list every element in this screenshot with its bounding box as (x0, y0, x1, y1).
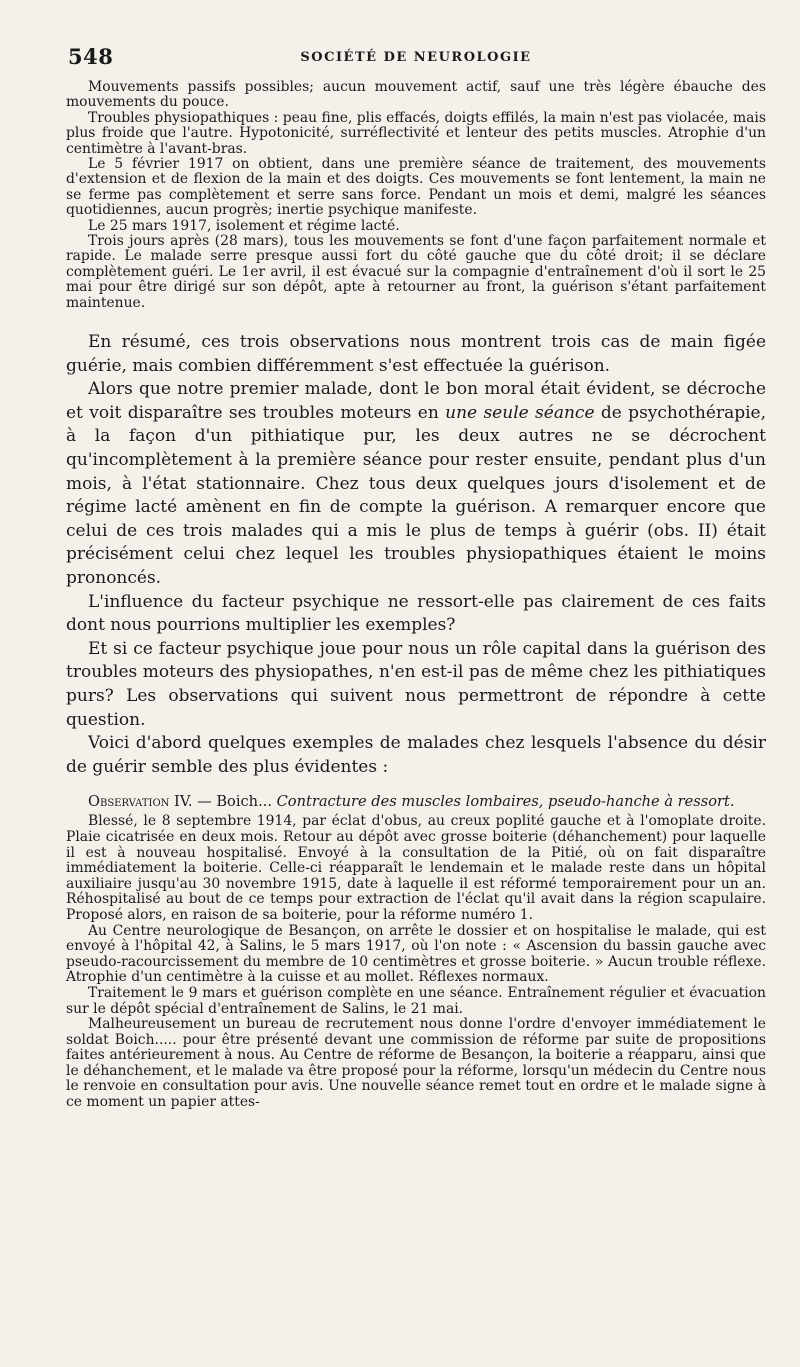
observation-patient: — Boich... (192, 793, 277, 811)
case-paragraph-isolation: Le 25 mars 1917, isolement et régime lacté. (88, 217, 400, 234)
running-head: SOCIÉTÉ DE NEUROLOGIE (300, 50, 532, 65)
case-paragraph-recovery: Trois jours après (28 mars), tous les mouvements se font d'une façon parfaitement normale et rapide. Le malade serre presque aussi fort du côté gauche que du côté droit; il se déclare complètement guéri. Le 1er avril, il est évacué sur la compagnie d'entraînement d'où il sort le 25 mai pour être dirigé sur son dépôt, apte à retourner au front, la guérison s'étant parfaitement maintenue. (66, 233, 766, 311)
observation-iv (66, 793, 766, 1110)
observation-label: Observation IV. (88, 793, 193, 811)
observation-title: Contracture des muscles lombaires, pseudo-hanche à ressort. (276, 793, 735, 811)
case-paragraph-physiopathic-troubles: Troubles physiopathiques : peau fine, plis effacés, doigts effilés, la main n'est pas violacée, mais plus froide que l'autre. Hypotonicité, surréflectivité et lenteur des petits muscles. Atrophie d'un centimètre à l'avant-bras. (66, 109, 766, 157)
page-header (66, 40, 766, 70)
comparison-italic-phrase: une seule séance (445, 402, 595, 423)
observation-paragraph-injury: Blessé, le 8 septembre 1914, par éclat d'obus, au creux poplité gauche et à l'omoplate droite. Plaie cicatrisée en deux mois. Retour au dépôt avec grosse boiterie (déhanchement) pour laquelle il est à nouveau hospitalisé. Envoyé à la consultation de la Pitié, où on fait disparaître immédiatement la boiterie. Celle-ci réapparaît le lendemain et le malade reste dans un hôpital auxiliaire jusqu'au 30 novembre 1915, date à laquelle il est réformé temporairement pour un an. Réhospitalisé au bout de ce temps pour extraction de l'éclat qu'il avait dans la région scapulaire. Proposé alors, en raison de sa boiterie, pour la réforme numéro 1. (66, 813, 766, 923)
case-paragraph-passive-movements: Mouvements passifs possibles; aucun mouvement actif, sauf une très légère ébauche des mouvements du pouce. (66, 79, 766, 111)
discussion-paragraph-pithiatics: Et si ce facteur psychique joue pour nous un rôle capital dans la guérison des troubles moteurs des physiopathes, n'en est-il pas de même chez les pithiatiques purs? Les observations qui suivent nous permettront de répondre à cette question. (66, 638, 766, 730)
comparison-text-start: Alors que notre premier malade, dont le bon moral était évident, se décroche et voit disparaître ses troubles moteurs en (66, 379, 766, 423)
comparison-text-end: de psychothérapie, à la façon d'un pithiatique pur, les deux autres ne se décrochent qu'incomplètement à la première séance pour rester ensuite, pendant plus d'un mois, à l'état stationnaire. Chez tous deux quelques jours d'isolement et de régime lacté amènent en fin de compte la guérison. A remarquer encore que celui de ces trois malades qui a mis le plus de temps à guérir (obs. II) était précisément celui chez lequel les troubles physiopathiques étaient le moins prononcés. (66, 402, 766, 589)
discussion-paragraph-examples-intro: Voici d'abord quelques exemples de malades chez lesquels l'absence du désir de guérir semble des plus évidentes : (66, 733, 766, 777)
page-number: 548 (68, 44, 114, 69)
observation-paragraph-relapse: Malheureusement un bureau de recrutement nous donne l'ordre d'envoyer immédiatement le soldat Boich..... pour être présenté devant une commission de réforme par suite de propositions faites antérieurement à nous. Au Centre de réforme de Besançon, la boiterie a réapparu, ainsi que le déhanchement, et le malade va être proposé pour la réforme, lorsqu'un médecin du Centre nous le renvoie en consultation pour avis. Une nouvelle séance remet tout en ordre et le malade signe à ce moment un papier attes- (66, 1016, 766, 1111)
observation-paragraph-treatment: Traitement le 9 mars et guérison complète en une séance. Entraînement régulier et évacuation sur le dépôt spécial d'entraînement de Salins, le 21 mai. (66, 984, 766, 1017)
case-paragraph-first-treatment: Le 5 février 1917 on obtient, dans une première séance de traitement, des mouvements d'extension et de flexion de la main et des doigts. Ces mouvements se font lentement, la main ne se ferme pas complètement et serre sans force. Pendant un mois et demi, malgré les séances quotidiennes, aucun progrès; inertie psychique manifeste. (66, 156, 766, 219)
discussion-paragraph-summary: En résumé, ces trois observations nous montrent trois cas de main figée guérie, mais combien différemment s'est effectuée la guérison. (66, 332, 766, 376)
observation-paragraph-besancon: Au Centre neurologique de Besançon, on arrête le dossier et on hospitalise le malade, qui est envoyé à l'hôpital 42, à Salins, le 5 mars 1917, où l'on note : « Ascension du bassin gauche avec pseudo-racourcissement du membre de 10 centimètres et grosse boiterie. » Aucun trouble réflexe. Atrophie d'un centimètre à la cuisse et au mollet. Réflexes normaux. (66, 922, 766, 986)
discussion-paragraph-comparison (66, 378, 766, 590)
discussion-paragraph-psychic-factor: L'influence du facteur psychique ne ressort-elle pas clairement de ces faits dont nous pourrions multiplier les exemples? (66, 591, 766, 636)
observation-heading (66, 793, 766, 810)
case-continuation (66, 80, 766, 311)
discussion-section (66, 331, 766, 779)
